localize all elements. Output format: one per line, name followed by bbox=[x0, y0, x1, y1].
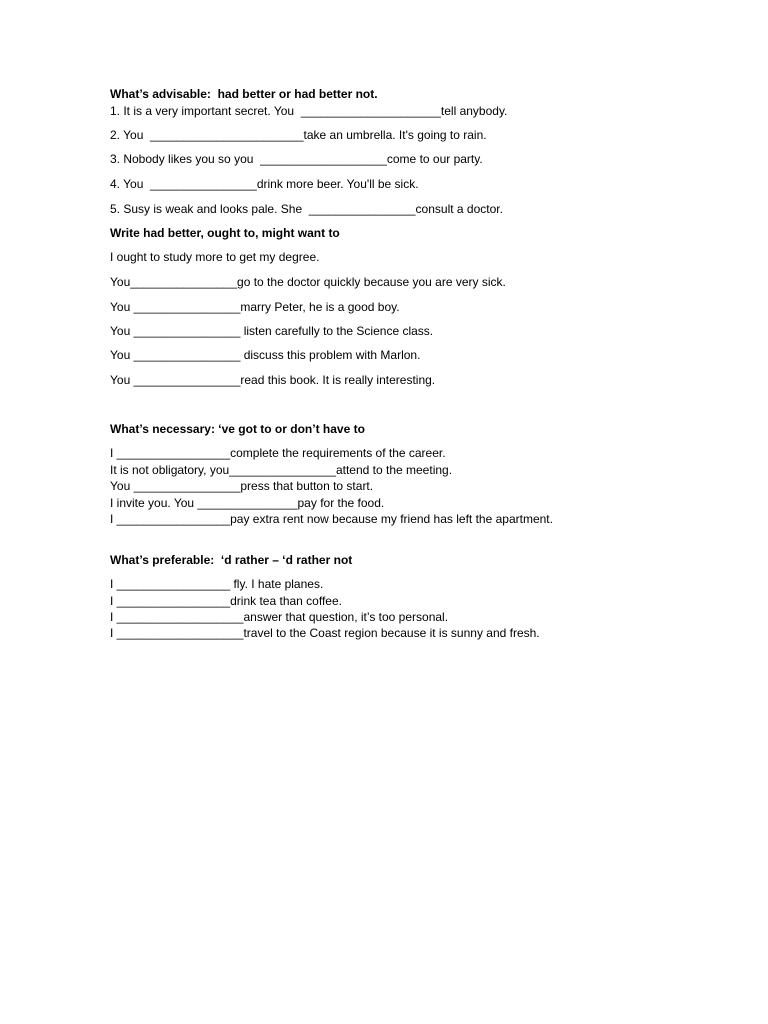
exercise-item: You ________________ discuss this problem with Marlon. bbox=[110, 348, 421, 362]
exercise-item: You________________go to the doctor quickly because you are very sick. bbox=[110, 275, 506, 289]
section-heading-preferable: What’s preferable: ‘d rather – ‘d rather not bbox=[110, 553, 353, 567]
exercise-item: You ________________press that button to start. bbox=[110, 479, 374, 493]
section-heading-ought: Write had better, ought to, might want to bbox=[110, 226, 340, 240]
exercise-item: 5. Susy is weak and looks pale. She ________________consult a doctor. bbox=[110, 202, 503, 216]
exercise-item: 4. You ________________drink more beer. You'll be sick. bbox=[110, 177, 419, 191]
exercise-item: 1. It is a very important secret. You _____________________tell anybody. bbox=[110, 104, 508, 118]
exercise-item: You ________________ listen carefully to the Science class. bbox=[110, 324, 434, 338]
exercise-item: It is not obligatory, you________________attend to the meeting. bbox=[110, 463, 453, 477]
exercise-item: I ought to study more to get my degree. bbox=[110, 250, 320, 264]
exercise-item: I ___________________answer that question, it’s too personal. bbox=[110, 610, 449, 624]
exercise-item: I _________________ fly. I hate planes. bbox=[110, 577, 324, 591]
exercise-item: 3. Nobody likes you so you ___________________come to our party. bbox=[110, 152, 483, 166]
exercise-item: You ________________marry Peter, he is a good boy. bbox=[110, 300, 400, 314]
exercise-item: You ________________read this book. It is really interesting. bbox=[110, 373, 436, 387]
exercise-item: I _________________pay extra rent now because my friend has left the apartment. bbox=[110, 512, 553, 526]
exercise-item: I _________________drink tea than coffee. bbox=[110, 594, 342, 608]
section-heading-necessary: What’s necessary: ‘ve got to or don’t have to bbox=[110, 422, 365, 436]
exercise-item: I _________________complete the requirements of the career. bbox=[110, 446, 446, 460]
exercise-item: I invite you. You _______________pay for the food. bbox=[110, 496, 385, 510]
section-heading-advisable: What’s advisable: had better or had better not. bbox=[110, 87, 378, 101]
exercise-item: I ___________________travel to the Coast region because it is sunny and fresh. bbox=[110, 626, 540, 640]
exercise-item: 2. You _______________________take an umbrella. It's going to rain. bbox=[110, 128, 487, 142]
